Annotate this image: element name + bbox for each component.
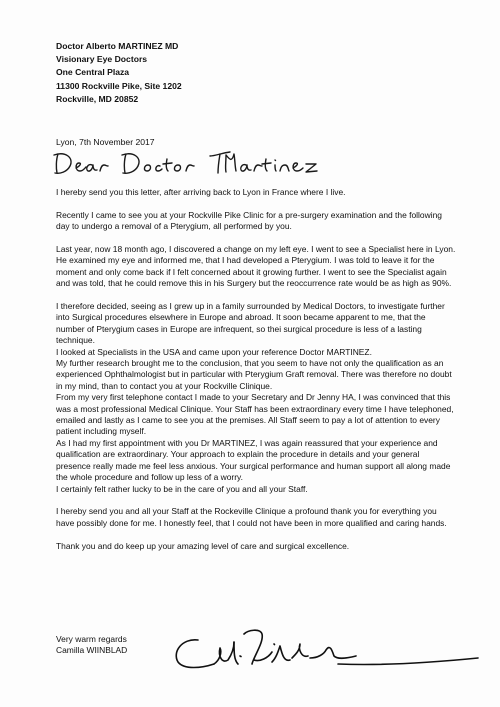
- recipient-name: Doctor Alberto MARTINEZ MD: [56, 41, 179, 51]
- recipient-address: [56, 40, 182, 106]
- letter-body: [56, 187, 456, 563]
- signature-image: [168, 620, 488, 680]
- closing-regards: Very warm regards: [56, 634, 127, 644]
- recipient-building: One Central Plaza: [56, 67, 130, 78]
- paragraph: Recently I came to see you at your Rockville Pike Clinic for a pre-surgery examination and the following day to undergo a removal of a Pterygium, all performed by you.: [56, 209, 442, 232]
- paragraph: Thank you and do keep up your amazing level of care and surgical excellence.: [56, 540, 350, 551]
- signature: [168, 620, 500, 680]
- closing-block: [56, 634, 127, 657]
- paragraph: I hereby send you this letter, after arriving back to Lyon in France where I live.: [56, 187, 346, 197]
- paragraph: I therefore decided, seeing as I grew up in a family surrounded by Medical Doctors, to investigate further into Surgical procedures elsewhere in Europe and abroad. It soon became apparent to me, that the number of Pterygium cases in Europe are infrequent, so thei surgical procedure is less of a lasting technique.: [56, 301, 445, 346]
- paragraph: I hereby send you and all your Staff at the Rockeville Clinique a profound thank you for everything you have possibly done for me. I honestly feel, that I could not have been in more qualified and caring hands.: [56, 506, 447, 528]
- recipient-street: 11300 Rockville Pike, Site 1202: [56, 80, 182, 91]
- paragraph: I looked at Specialists in the USA and came upon your reference Doctor MARTINEZ.: [56, 346, 372, 357]
- recipient-practice: Visionary Eye Doctors: [56, 54, 148, 65]
- handwritten-salutation: [40, 140, 340, 180]
- paragraph: I certainly felt rather lucky to be in the care of you and all your Staff.: [56, 483, 308, 494]
- recipient-city: Rockville, MD 20852: [56, 93, 139, 104]
- sender-name: Camilla WIINBLAD: [56, 645, 128, 656]
- paragraph: From my very first telephone contact I made to your Secretary and Dr Jenny HA, I was convinced that this was a most professional Medical Clinique. Your Staff has been extraordinary every time I have telephoned, emailed and lastly as I came to see you at the premises. All Staff seem to pay a lot of attention to every patient including myself.: [56, 392, 454, 437]
- letter-date: Lyon, 7th November 2017: [56, 137, 155, 147]
- paragraph: As I had my first appointment with you Dr MARTINEZ, I was again reassured that your experience and qualification are extraordinary. Your approach to explain the procedure in details and your general presence really made me feel less anxious. Your surgical performance and human support all along made the whole procedure and follow up less of a worry.: [56, 437, 451, 483]
- salutation-handwriting-image: [40, 140, 340, 180]
- paragraph: My further research brought me to the conclusion, that you seem to have not only the qualification as an experienced Ophthalmologist but in particular with Pterygium Graft removal. There was therefore no doubt in my mind, than to contact you at your Rockville Clinique.: [56, 358, 452, 391]
- paragraph: Last year, now 18 month ago, I discovered a change on my left eye. I went to see a Specialist here in Lyon. He examined my eye and informed me, that I had developed a Pterygium. I was told to leave it for the moment and only come back if I felt concerned about it growing further. I went to see the Specialist again and was told, that he could remove this in his Surgery but the reoccurrence rate would be as high as 90%.: [56, 244, 456, 289]
